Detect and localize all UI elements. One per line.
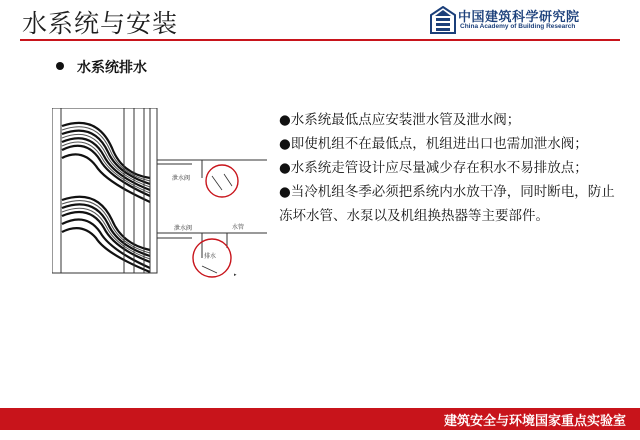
bullet-item: ●即使机组不在最低点，机组进出口也需加泄水阀；	[279, 136, 588, 152]
institution-logo	[430, 6, 635, 36]
logo-name-cn: 中国建筑科学研究院	[458, 10, 580, 25]
bullet-item: ●水系统最低点应安装泄水管及泄水阀；	[279, 112, 521, 128]
section-heading: 水系统排水	[77, 60, 147, 76]
footer-lab-name: 建筑安全与环境国家重点实验室	[443, 414, 626, 429]
institution-emblem-icon	[430, 6, 456, 34]
diagram-label-b: 泄水阀	[174, 225, 193, 232]
diagram-label-a: 泄水阀	[172, 175, 191, 182]
logo-name-en: China Academy of Building Research	[460, 23, 576, 30]
chiller-unit	[52, 108, 157, 273]
diagram-label-c: 水管	[232, 224, 245, 231]
diagram-label-d: 排水	[204, 253, 217, 260]
bullet-item: ●当冷机组冬季必须把系统内水放干净，同时断电，防止冻坏水管、水泵以及机组换热器等主要部件。	[279, 184, 615, 224]
bullet-item: ●水系统走管设计应尽量减少存在积水不易排放点；	[279, 160, 588, 176]
upper-pipe	[157, 160, 267, 182]
section-bullet-dot	[56, 62, 64, 70]
chiller-drain-diagram	[52, 108, 267, 278]
bullet-list	[279, 108, 624, 228]
title-divider	[20, 39, 620, 41]
svg-text:▸: ▸	[234, 272, 237, 278]
slide-title: 水系统与安装	[22, 9, 179, 38]
drain-valve-highlight-upper	[206, 165, 238, 197]
